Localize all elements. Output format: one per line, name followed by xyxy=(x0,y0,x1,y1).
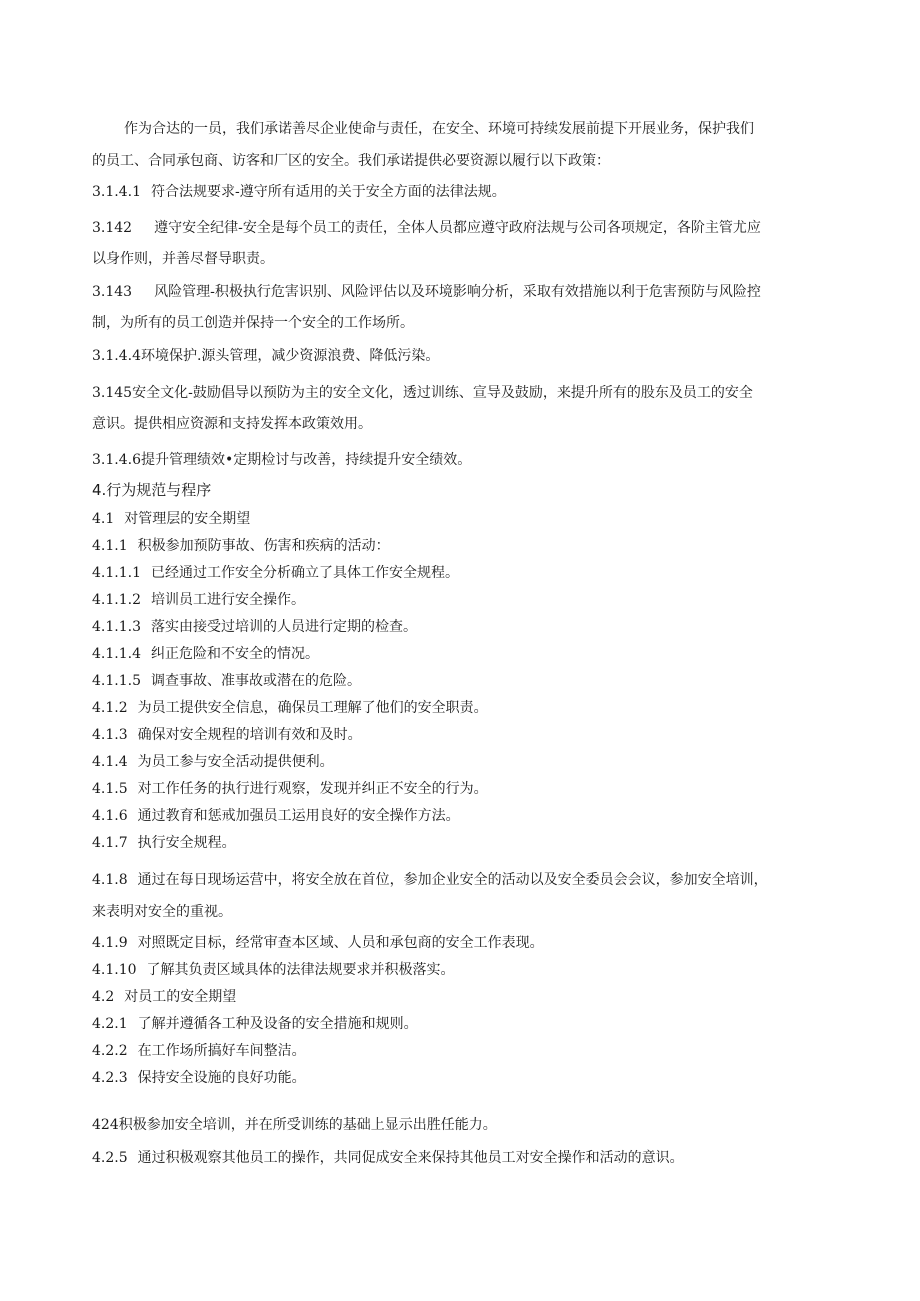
item-text: 通过在每日现场运营中，将安全放在首位，参加企业安全的活动以及安全委员会会议，参加安全培训， xyxy=(137,872,768,888)
item-number: 4.1.7 xyxy=(92,835,128,851)
item-text: 提升管理绩效•定期检讨与改善，持续提升安全绩效。 xyxy=(140,452,472,468)
item-number: 424 xyxy=(92,1117,119,1133)
policy-item xyxy=(92,450,471,470)
policy-item xyxy=(92,346,439,366)
item-number: 4.2.2 xyxy=(92,1043,128,1059)
list-item xyxy=(92,1148,684,1168)
policy-item xyxy=(92,383,753,403)
list-item xyxy=(92,698,488,718)
item-text: 已经通过工作安全分析确立了具体工作安全规程。 xyxy=(150,565,459,581)
policy-item-continuation: 制，为所有的员工创造并保持一个安全的工作场所。 xyxy=(92,315,414,331)
item-number: 3.142 xyxy=(92,220,133,236)
item-text: 通过积极观察其他员工的操作，共同促成安全来保持其他员工对安全操作和活动的意识。 xyxy=(137,1150,684,1166)
item-number: 4.1.10 xyxy=(92,962,137,978)
list-item xyxy=(92,590,305,610)
policy-item xyxy=(92,282,761,302)
list-item xyxy=(92,960,455,980)
item-number: 3.1.4.4 xyxy=(92,348,141,364)
list-item-continuation: 来表明对安全的重视。 xyxy=(92,904,232,920)
list-item xyxy=(92,644,319,664)
item-number: 4.1.3 xyxy=(92,727,128,743)
item-text: 保持安全设施的良好功能。 xyxy=(137,1070,306,1086)
policy-item-continuation: 以身作则，并善尽督导职责。 xyxy=(92,251,274,267)
item-number: 4.1.9 xyxy=(92,935,128,951)
item-text: 调查事故、准事故或潜在的危险。 xyxy=(150,673,361,689)
item-number: 4.1.1.4 xyxy=(92,646,141,662)
list-item xyxy=(92,779,488,799)
item-number: 3.1.4.1 xyxy=(92,184,141,200)
item-text: 落实由接受过培训的人员进行定期的检查。 xyxy=(150,619,417,635)
item-number: 4.2.3 xyxy=(92,1070,128,1086)
item-number: 3.1.4.6 xyxy=(92,452,141,468)
item-text: 安全文化-鼓励倡导以预防为主的安全文化，透过训练、宣导及鼓励，来提升所有的股东及员工的安全 xyxy=(132,385,753,401)
item-text: 对照既定目标，经常审查本区域、人员和承包商的安全工作表现。 xyxy=(137,935,544,951)
subsection-heading xyxy=(92,987,236,1007)
list-item xyxy=(92,617,417,637)
item-number: 3.143 xyxy=(92,284,133,300)
item-text: 了解其负责区域具体的法律法规要求并积极落实。 xyxy=(146,962,455,978)
item-text: 执行安全规程。 xyxy=(137,835,236,851)
item-number: 4.1 xyxy=(92,511,115,527)
list-item xyxy=(92,536,390,556)
item-text: 遵守安全纪律-安全是每个员工的责任，全体人员都应遵守政府法规与公司各项规定，各阶主管尤应 xyxy=(154,220,761,236)
policy-item xyxy=(92,182,506,202)
policy-item-continuation: 意识。提供相应资源和支持发挥本政策效用。 xyxy=(92,416,372,432)
list-item xyxy=(92,752,334,772)
list-item xyxy=(92,1041,306,1061)
item-text: 确保对安全规程的培训有效和及时。 xyxy=(137,727,362,743)
item-number: 4.1.6 xyxy=(92,808,128,824)
item-text: 对工作任务的执行进行观察，发现并纠正不安全的行为。 xyxy=(137,781,488,797)
item-text: 符合法规要求-遵守所有适用的关于安全方面的法律法规。 xyxy=(150,184,506,200)
list-item xyxy=(92,1014,418,1034)
list-item xyxy=(92,1115,497,1135)
item-text: 了解并遵循各工种及设备的安全措施和规则。 xyxy=(137,1016,418,1032)
list-item xyxy=(92,870,768,890)
policy-item xyxy=(92,218,761,238)
item-text: 为员工参与安全活动提供便利。 xyxy=(137,754,334,770)
item-number: 4.2.5 xyxy=(92,1150,128,1166)
item-number: 4.1.1.2 xyxy=(92,592,141,608)
item-number: 4.2 xyxy=(92,989,115,1005)
item-text: 对员工的安全期望 xyxy=(124,989,237,1005)
section-heading: 4.行为规范与程序 xyxy=(92,481,212,499)
item-text: 培训员工进行安全操作。 xyxy=(150,592,305,608)
list-item xyxy=(92,1068,306,1088)
item-text: 通过教育和惩戒加强员工运用良好的安全操作方法。 xyxy=(137,808,460,824)
intro-line-1: 作为合达的一员，我们承诺善尽企业使命与责任，在安全、环境可持续发展前提下开展业务，保护我们 xyxy=(124,121,754,137)
item-text: 风险管理-积极执行危害识别、风险评估以及环境影响分析，采取有效措施以利于危害预防与风险控 xyxy=(154,284,761,300)
item-text: 环境保护.源头管理，减少资源浪费、降低污染。 xyxy=(140,348,440,364)
item-number: 4.1.1.5 xyxy=(92,673,141,689)
list-item xyxy=(92,833,236,853)
list-item xyxy=(92,806,460,826)
item-number: 4.1.1 xyxy=(92,538,128,554)
item-text: 在工作场所搞好车间整洁。 xyxy=(137,1043,306,1059)
item-text: 对管理层的安全期望 xyxy=(124,511,251,527)
list-item xyxy=(92,933,544,953)
item-text: 纠正危险和不安全的情况。 xyxy=(150,646,319,662)
item-number: 3.145 xyxy=(92,385,133,401)
item-text: 积极参加预防事故、伤害和疾病的活动： xyxy=(137,538,390,554)
item-text: 为员工提供安全信息，确保员工理解了他们的安全职责。 xyxy=(137,700,488,716)
item-number: 4.1.1.3 xyxy=(92,619,141,635)
list-item xyxy=(92,725,362,745)
item-number: 4.1.2 xyxy=(92,700,128,716)
item-number: 4.1.8 xyxy=(92,872,128,888)
list-item xyxy=(92,563,459,583)
item-number: 4.1.4 xyxy=(92,754,128,770)
item-number: 4.1.1.1 xyxy=(92,565,141,581)
intro-line-2: 的员工、合同承包商、访客和厂区的安全。我们承诺提供必要资源以履行以下政策： xyxy=(92,153,610,169)
item-number: 4.2.1 xyxy=(92,1016,128,1032)
item-text: 积极参加安全培训，并在所受训练的基础上显示出胜任能力。 xyxy=(118,1117,497,1133)
item-number: 4.1.5 xyxy=(92,781,128,797)
subsection-heading xyxy=(92,509,250,529)
list-item xyxy=(92,671,361,691)
